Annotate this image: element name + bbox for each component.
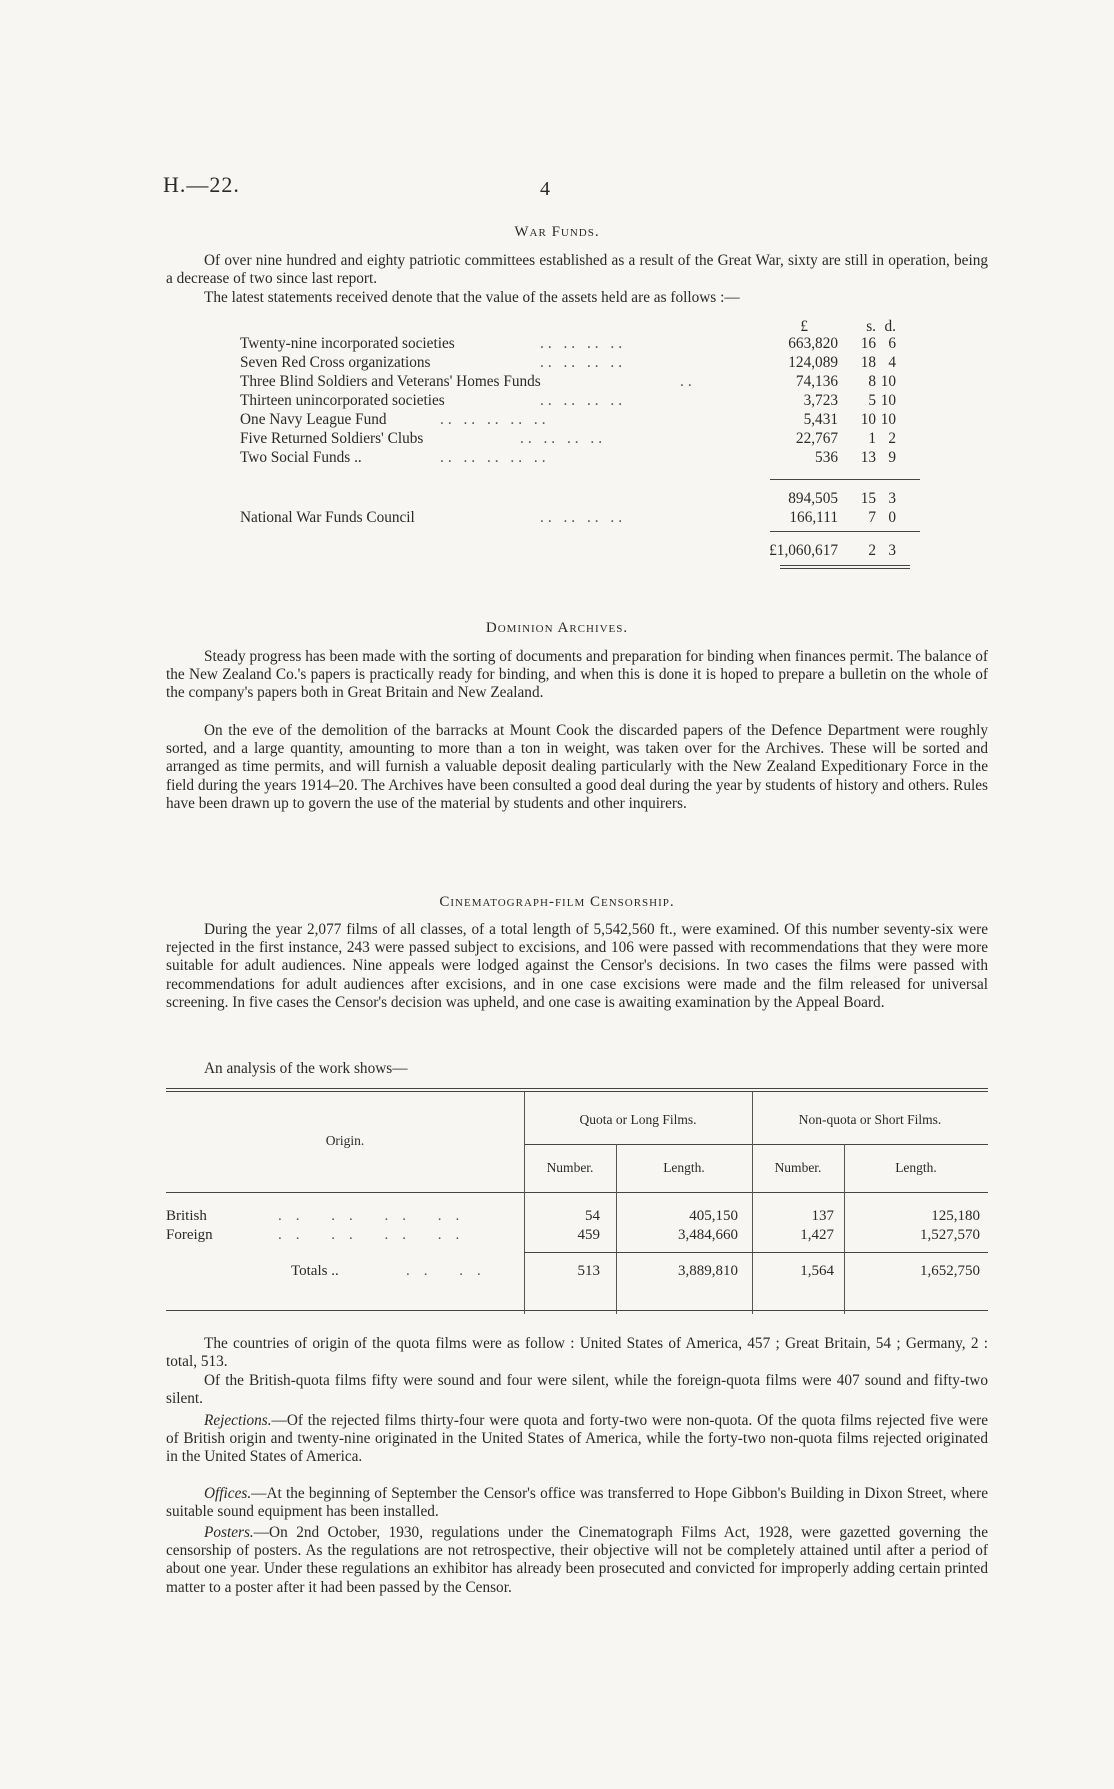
table-top-rule xyxy=(166,1088,988,1089)
total-rule xyxy=(770,531,920,532)
total-pence: 3 xyxy=(888,542,896,559)
nonquota-length-header: Length. xyxy=(895,1160,937,1175)
total-shillings: 2 xyxy=(868,542,876,559)
ledger-row-pence: 9 xyxy=(888,449,896,466)
row-nonquota-length: 125,180 xyxy=(931,1208,980,1224)
ledger-row: Two Social Funds .. .. .. .. .. .. 536 13 9 xyxy=(240,449,896,466)
table-bottom-rule xyxy=(166,1310,988,1311)
council-pence: 0 xyxy=(888,509,896,526)
ledger-row-name: Twenty-nine incorporated societies xyxy=(240,335,455,352)
total-double-rule-2 xyxy=(780,568,910,569)
posters-label: Posters. xyxy=(204,1524,254,1541)
censorship-para-2: An analysis of the work shows— xyxy=(204,1060,408,1077)
censorship-para-4: Of the British-quota films fifty were sound and four were silent, while the foreign-quota films were 407 sound and fifty-two silent. xyxy=(166,1372,988,1408)
rejections-text: —Of the rejected films thirty-four were quota and forty-two were non-quota. Of the quota films rejected five were of British origin and twenty-nine originated in the United States of America, while the forty-two non-quota films rejected originated in the United States of America. xyxy=(166,1412,988,1466)
ledger-row: Three Blind Soldiers and Veterans' Homes Funds .. 74,136 8 10 xyxy=(240,373,896,390)
ledger-row: Thirteen unincorporated societies .. .. .. .. 3,723 5 10 xyxy=(240,392,896,409)
totals-quota-number: 513 xyxy=(577,1263,600,1279)
row-origin: Foreign xyxy=(166,1227,213,1243)
page-number: 4 xyxy=(540,178,550,200)
ledger-row-shillings: 5 xyxy=(868,392,876,409)
rejections-para xyxy=(166,1412,988,1467)
war-funds-para-2: The latest statements received denote that the value of the assets held are as follows :— xyxy=(204,289,740,306)
ledger-row-shillings: 16 xyxy=(860,335,876,352)
ledger-row-name: Two Social Funds .. xyxy=(240,449,362,466)
posters-text: —On 2nd October, 1930, regulations under the Cinematograph Films Act, 1928, were gazetted governing the censorship of posters. As the regulations are not retrospective, their objective will not be completely attained until after a period of about one year. Under these regulations an exhibitor has already been prosecuted and convicted for improperly adding certain printed matter to a poster after it had been passed by the Censor. xyxy=(166,1524,988,1596)
archives-para-2: On the eve of the demolition of the barracks at Mount Cook the discarded papers of the Defence Department were roughly sorted, and a large quantity, amounting to more than a ton in weight, was taken over for the Archives. These will be sorted and arranged as time permits, and will furnish a valuable deposit dealing particularly with the New Zealand Expeditionary Force in the field during the years 1914–20. The Archives have been consulted a good deal during the year by students of history and others. Rules have been drawn up to govern the use of the material by students and other inquirers. xyxy=(166,722,988,812)
ledger-row-pence: 10 xyxy=(880,373,896,390)
war-funds-ledger xyxy=(240,318,920,588)
ledger-row: One Navy League Fund .. .. .. .. .. 5,431 10 10 xyxy=(240,411,896,428)
censorship-title: Cinematograph-film Censorship. xyxy=(439,894,675,910)
ledger-row-pence: 10 xyxy=(880,392,896,409)
report-code: H.—22. xyxy=(163,172,240,197)
offices-text: —At the beginning of September the Censor's office was transferred to Hope Gibbon's Building in Dixon Street, where suitable sound equipment has been installed. xyxy=(166,1485,988,1521)
archives-title: Dominion Archives. xyxy=(485,620,629,636)
row-nonquota-length: 1,527,570 xyxy=(920,1227,980,1243)
totals-nonquota-length: 1,652,750 xyxy=(920,1263,980,1279)
totals-label: Totals .. xyxy=(291,1263,339,1279)
ledger-row: Seven Red Cross organizations .. .. .. .. 124,089 18 4 xyxy=(240,354,896,371)
ledger-row-pence: 6 xyxy=(888,335,896,352)
posters-para xyxy=(166,1524,988,1597)
ledger-row-pounds: 3,723 xyxy=(803,392,838,409)
ledger-row-shillings: 8 xyxy=(868,373,876,390)
ledger-row-name: Three Blind Soldiers and Veterans' Homes Funds xyxy=(240,373,541,390)
ledger-row-name: One Navy League Fund xyxy=(240,411,387,428)
row-origin: British xyxy=(166,1208,207,1224)
ledger-row-pounds: 22,767 xyxy=(795,430,838,447)
row-quota-number: 459 xyxy=(577,1227,600,1243)
quota-header: Quota or Long Films. xyxy=(579,1112,697,1127)
offices-label: Offices. xyxy=(204,1485,252,1502)
total-pounds: £1,060,617 xyxy=(769,542,838,559)
ledger-row-pounds: 124,089 xyxy=(788,354,838,371)
pence-header: d. xyxy=(884,318,896,335)
ledger-row-pence: 10 xyxy=(880,411,896,428)
subtotal-shillings: 15 xyxy=(860,490,876,507)
council-name: National War Funds Council xyxy=(240,509,415,526)
ledger-row-shillings: 13 xyxy=(860,449,876,466)
quota-length-header: Length. xyxy=(663,1160,705,1175)
ledger-row-pounds: 5,431 xyxy=(803,411,838,428)
subtotal-rule xyxy=(770,479,920,480)
totals-quota-length: 3,889,810 xyxy=(678,1263,738,1279)
ledger-row-pence: 2 xyxy=(888,430,896,447)
council-row: National War Funds Council .. .. .. .. 166,111 7 0 xyxy=(240,509,896,526)
origin-header: Origin. xyxy=(325,1133,365,1148)
ledger-row-shillings: 10 xyxy=(860,411,876,428)
censorship-para-1: During the year 2,077 films of all classes, of a total length of 5,542,560 ft., were examined. Of this number seventy-six were rejected in the first instance, 243 were passed subject to excisions, and 106 were passed with recommendations that they were more suitable for adult audiences. Nine appeals were lodged against the Censor's decisions. In two cases the films were passed with recommendations for adult audiences after excisions, and in one case excisions were made and the film released for universal screening. In five cases the Censor's decision was upheld, and one case is awaiting examination by the Appeal Board. xyxy=(166,921,988,1011)
council-pounds: 166,111 xyxy=(789,509,838,526)
war-funds-para-1: Of over nine hundred and eighty patriotic committees established as a result of the Great War, sixty are still in operation, being a decrease of two since last report. xyxy=(166,252,988,288)
council-shillings: 7 xyxy=(868,509,876,526)
row-quota-length: 3,484,660 xyxy=(678,1227,738,1243)
totals-nonquota-number: 1,564 xyxy=(800,1263,834,1279)
subtotal-pence: 3 xyxy=(888,490,896,507)
row-quota-length: 405,150 xyxy=(689,1208,738,1224)
row-nonquota-number: 137 xyxy=(811,1208,834,1224)
totals-rule xyxy=(524,1252,988,1253)
war-funds-title: War Funds. xyxy=(514,224,600,240)
total-row xyxy=(240,542,920,561)
offices-para xyxy=(166,1485,988,1521)
censorship-para-3: The countries of origin of the quota films were as follow : United States of America, 457 ; Great Britain, 54 ; Germany, 2 : total, 513. xyxy=(166,1335,988,1371)
ledger-row-name: Five Returned Soldiers' Clubs xyxy=(240,430,424,447)
archives-para-1: Steady progress has been made with the sorting of documents and preparation for binding when finances permit. The balance of the New Zealand Co.'s papers is practically ready for binding, and when this is done it is hoped to prepare a bulletin on the whole of the company's papers both in Great Britain and New Zealand. xyxy=(166,648,988,702)
shilling-header: s. xyxy=(866,318,876,335)
ledger-row-name: Seven Red Cross organizations xyxy=(240,354,431,371)
header-mid-rule xyxy=(524,1144,988,1145)
ledger-row-pounds: 536 xyxy=(815,449,838,466)
pound-header: £ xyxy=(800,318,808,335)
ledger-row-pounds: 74,136 xyxy=(795,373,838,390)
quota-number-header: Number. xyxy=(546,1160,594,1175)
row-quota-number: 54 xyxy=(585,1208,600,1224)
subtotal-row xyxy=(240,490,920,509)
film-analysis-table: Origin. Quota or Long Films. Non-quota or Short Films. Number. Length. Number. Length. British .. .. .. .. 54 405,150 137 125,180 Foreign .. .. .. .. 459 3,484,660 1,427 1,527,570 Totals .. .. .. 513 3,889,810 1,564 1,652,750 xyxy=(166,1088,988,1314)
column-rule xyxy=(524,1092,525,1314)
ledger-row-pounds: 663,820 xyxy=(788,335,838,352)
column-rule xyxy=(752,1092,753,1314)
ledger-row-name: Thirteen unincorporated societies xyxy=(240,392,445,409)
rejections-label: Rejections. xyxy=(204,1412,272,1429)
ledger-row-shillings: 18 xyxy=(860,354,876,371)
ledger-row-shillings: 1 xyxy=(868,430,876,447)
ledger-row-pence: 4 xyxy=(888,354,896,371)
subtotal-pounds: 894,505 xyxy=(788,490,838,507)
table-top-rule-2 xyxy=(166,1091,988,1092)
nonquota-header: Non-quota or Short Films. xyxy=(798,1112,942,1127)
header-bottom-rule xyxy=(166,1192,988,1193)
nonquota-number-header: Number. xyxy=(774,1160,822,1175)
ledger-row: Twenty-nine incorporated societies .. .. .. .. 663,820 16 6 xyxy=(240,335,896,352)
ledger-row: Five Returned Soldiers' Clubs .. .. .. .. 22,767 1 2 xyxy=(240,430,896,447)
total-double-rule xyxy=(780,565,910,566)
row-nonquota-number: 1,427 xyxy=(800,1227,834,1243)
